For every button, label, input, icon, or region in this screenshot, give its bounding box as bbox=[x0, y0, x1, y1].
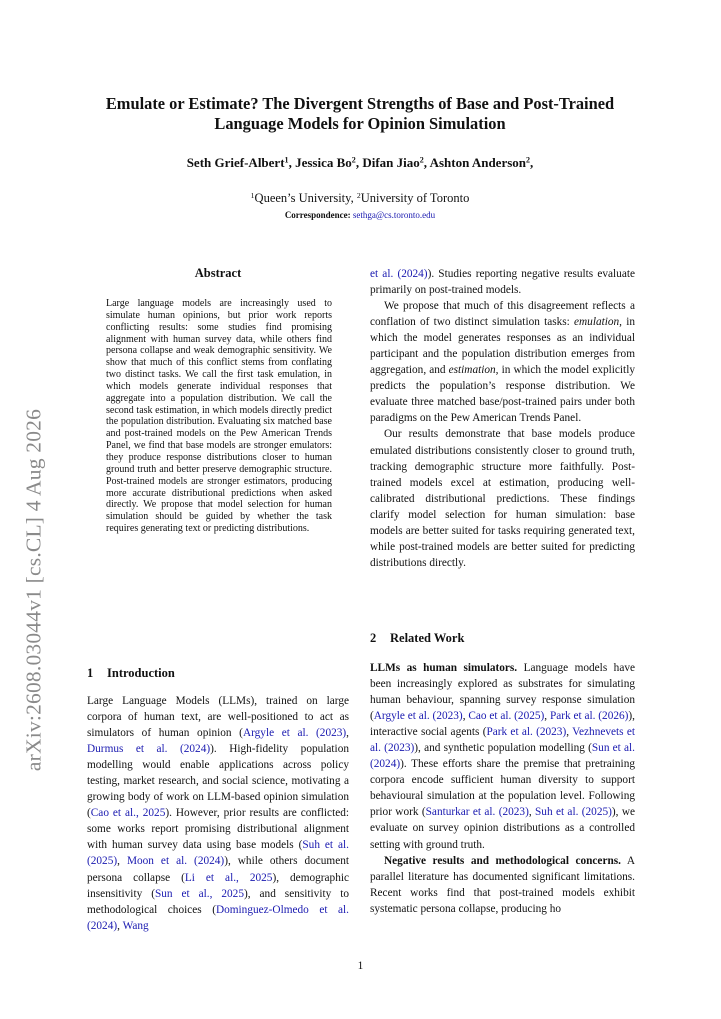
correspondence-line bbox=[60, 209, 660, 221]
section-heading-introduction bbox=[87, 666, 175, 681]
introduction-continued bbox=[370, 266, 635, 571]
citation-link[interactable]: et al. (2024) bbox=[370, 268, 428, 280]
text-run: ). High-fidelity population modelling would enable applications across policy testing, market research, and social science, motivating a growing body of work on LLM-based opinion simulation ( bbox=[87, 743, 349, 820]
section-heading-related-work bbox=[370, 631, 464, 646]
text-run: , bbox=[528, 806, 536, 819]
citation-link[interactable]: Dominguez-Olmedo et al. (2024) bbox=[87, 903, 349, 932]
text-run: in which the model explicitly predicts the population’s response distribution. We evaluate three matched base/post-trained pairs under both paradigms on the Pew American Trends Panel. bbox=[370, 364, 635, 425]
citation-link[interactable]: Park et al. (2026) bbox=[549, 710, 629, 723]
text-run: in which the model generates responses as an individual participant and the population distribution emerges from aggregation, and bbox=[370, 316, 635, 377]
section-title: Introduction bbox=[107, 666, 175, 680]
emphasis-text: emulation, bbox=[574, 316, 623, 329]
related-work-body bbox=[370, 660, 635, 917]
arxiv-identifier-stamp bbox=[12, 380, 56, 800]
author-list bbox=[60, 155, 660, 171]
paragraph bbox=[370, 853, 635, 917]
affiliations bbox=[60, 190, 660, 206]
citation-link[interactable]: Vezhnevets et al. (2023) bbox=[370, 726, 635, 755]
introduction-body bbox=[87, 693, 349, 934]
citation-link[interactable]: Park et al. (2023) bbox=[486, 726, 567, 739]
abstract-text: Large language models are increasingly used to simulate human opinions, but prior work reports conflicting results: some studies find promising alignment with human survey data, while others find persona collapse and weak demographic sensitivity. We show that much of this conflict stems from conflating two distinct tasks. We call the first task emulation, in which models generate individual responses that aggregate into a population distribution. We call the second task estimation, in which models directly predict the population distribution. Evaluating six matched base and post-trained models on the Pew American Trends Panel, we find that base models are stronger emulators: they produce response distributions closer to human ground truth and better preserve demographic structure. Post-trained models are stronger estimators, producing more accurate distributional predictions when asked directly. We propose that model selection for human simulation should be guided by whether the task requires generating text or predicting distributions. bbox=[106, 298, 332, 535]
text-run: , bbox=[117, 919, 123, 932]
text-run: ). These efforts share the premise that pretraining corpora encode sufficient human diversity to support behavioural simulation at the population level. Following prior work ( bbox=[370, 758, 635, 819]
citation-link[interactable]: Argyle et al. (2023) bbox=[373, 710, 463, 723]
paragraph bbox=[370, 426, 635, 570]
author-name: Ashton Anderson bbox=[429, 155, 527, 170]
paragraph bbox=[370, 266, 635, 298]
paragraph-run-heading: LLMs as human simulators. bbox=[370, 662, 518, 674]
text-run: We propose that much of this disagreement reflects a conflation of two distinct simulation tasks: bbox=[370, 300, 635, 329]
affiliation-marker: 2 bbox=[419, 155, 424, 165]
text-run: , bbox=[117, 855, 127, 868]
paragraph bbox=[370, 298, 635, 426]
affiliation-marker: 1 bbox=[284, 155, 289, 165]
emphasis-text: estimation, bbox=[448, 364, 499, 377]
affiliation-name: University of Toronto bbox=[360, 191, 470, 205]
paper-title: Emulate or Estimate? The Divergent Strengths of Base and Post-Trained Language Models for Opinion Simulation bbox=[105, 94, 615, 133]
abstract-heading: Abstract bbox=[194, 266, 242, 280]
section-number: 1 bbox=[87, 666, 94, 680]
text-run: Language models have been increasingly explored as substrates for simulating human behaviour, spanning survey response simulation ( bbox=[370, 662, 635, 723]
text-run: A parallel literature has documented significant limitations. Recent works find that post-trained models exhibit systematic persona collapse, producing ho bbox=[370, 854, 636, 915]
citation-link[interactable]: Moon et al. (2024) bbox=[126, 855, 225, 868]
paragraph bbox=[370, 660, 635, 853]
citation-link[interactable]: Suh et al. (2025) bbox=[87, 839, 350, 868]
affiliation-marker: 2 bbox=[351, 155, 356, 165]
affiliation-marker: 2 bbox=[356, 190, 361, 200]
citation-link[interactable]: Sun et al. (2024) bbox=[370, 742, 636, 771]
citation-link[interactable]: Cao et al. (2025) bbox=[468, 710, 545, 723]
author-name: Jessica Bo bbox=[295, 155, 352, 170]
text-run: ), and sensitivity to methodological choices ( bbox=[87, 887, 349, 916]
text-run: ), and synthetic population modelling ( bbox=[414, 742, 592, 755]
text-run: , bbox=[346, 727, 349, 740]
citation-link[interactable]: Santurkar et al. (2023) bbox=[425, 806, 529, 819]
paragraph bbox=[87, 693, 349, 934]
arxiv-identifier-text: arXiv:2608.03044v1 [cs.CL] 4 Aug 2026 bbox=[21, 408, 46, 772]
affiliation-marker: 1 bbox=[250, 190, 255, 200]
author-name: Difan Jiao bbox=[362, 155, 420, 170]
paragraph-run-heading: Negative results and methodological concerns. bbox=[384, 854, 621, 867]
text-run: Our results demonstrate that base models produce emulated distributions consistently closer to ground truth, tracking demographic structure more faithfully. Post-trained models excel at estimation, producing well-calibrated distributional predictions. These findings clarify model selection for human simulation: base models are better suited for tasks requiring generated text, while post-trained models are better suited for predicting distributions directly. bbox=[370, 428, 635, 569]
citation-link[interactable]: Argyle et al. (2023) bbox=[242, 727, 347, 740]
text-run: Large Language Models (LLMs), trained on large corpora of human text, are well-positioned to act as simulators of human opinion ( bbox=[87, 695, 349, 740]
section-title: Related Work bbox=[390, 631, 465, 645]
text-run: , bbox=[544, 710, 550, 723]
page-number: 1 bbox=[357, 960, 364, 972]
text-run: ), while others document persona collapse ( bbox=[87, 855, 350, 884]
citation-link[interactable]: Cao et al., 2025 bbox=[90, 807, 166, 820]
author-separator: , bbox=[423, 155, 430, 170]
citation-link[interactable]: Suh et al. (2025) bbox=[535, 806, 612, 819]
citation-link[interactable]: Sun et al., 2025 bbox=[154, 887, 244, 900]
author-name: Seth Grief-Albert bbox=[186, 155, 285, 170]
author-separator: , bbox=[530, 155, 534, 170]
text-run: , bbox=[462, 710, 469, 723]
affiliation-marker: 2 bbox=[526, 155, 531, 165]
text-run: ). Studies reporting negative results evaluate primarily on post-trained models. bbox=[370, 268, 635, 297]
text-run: ). However, prior results are conflicted: some works report promising distributional alignment with human survey data using base models ( bbox=[87, 807, 350, 852]
citation-link[interactable]: Li et al., 2025 bbox=[184, 871, 273, 884]
affiliation-name: Queen’s University, bbox=[254, 191, 357, 205]
citation-link[interactable]: Durmus et al. (2024) bbox=[87, 743, 211, 756]
author-separator: , bbox=[355, 155, 363, 170]
citation-link[interactable]: Wang bbox=[122, 919, 149, 932]
correspondence-label: Correspondence: bbox=[284, 210, 353, 220]
section-number: 2 bbox=[370, 631, 377, 645]
text-run: ), interactive social agents ( bbox=[370, 710, 635, 739]
text-run: , bbox=[566, 726, 573, 739]
author-separator: , bbox=[288, 155, 296, 170]
text-run: ), demographic insensitivity ( bbox=[87, 871, 349, 900]
text-run: ), we evaluate on survey opinion distributions as a controlled setting with ground truth. bbox=[370, 806, 635, 851]
correspondence-email-link[interactable]: sethga@cs.toronto.edu bbox=[352, 210, 436, 220]
